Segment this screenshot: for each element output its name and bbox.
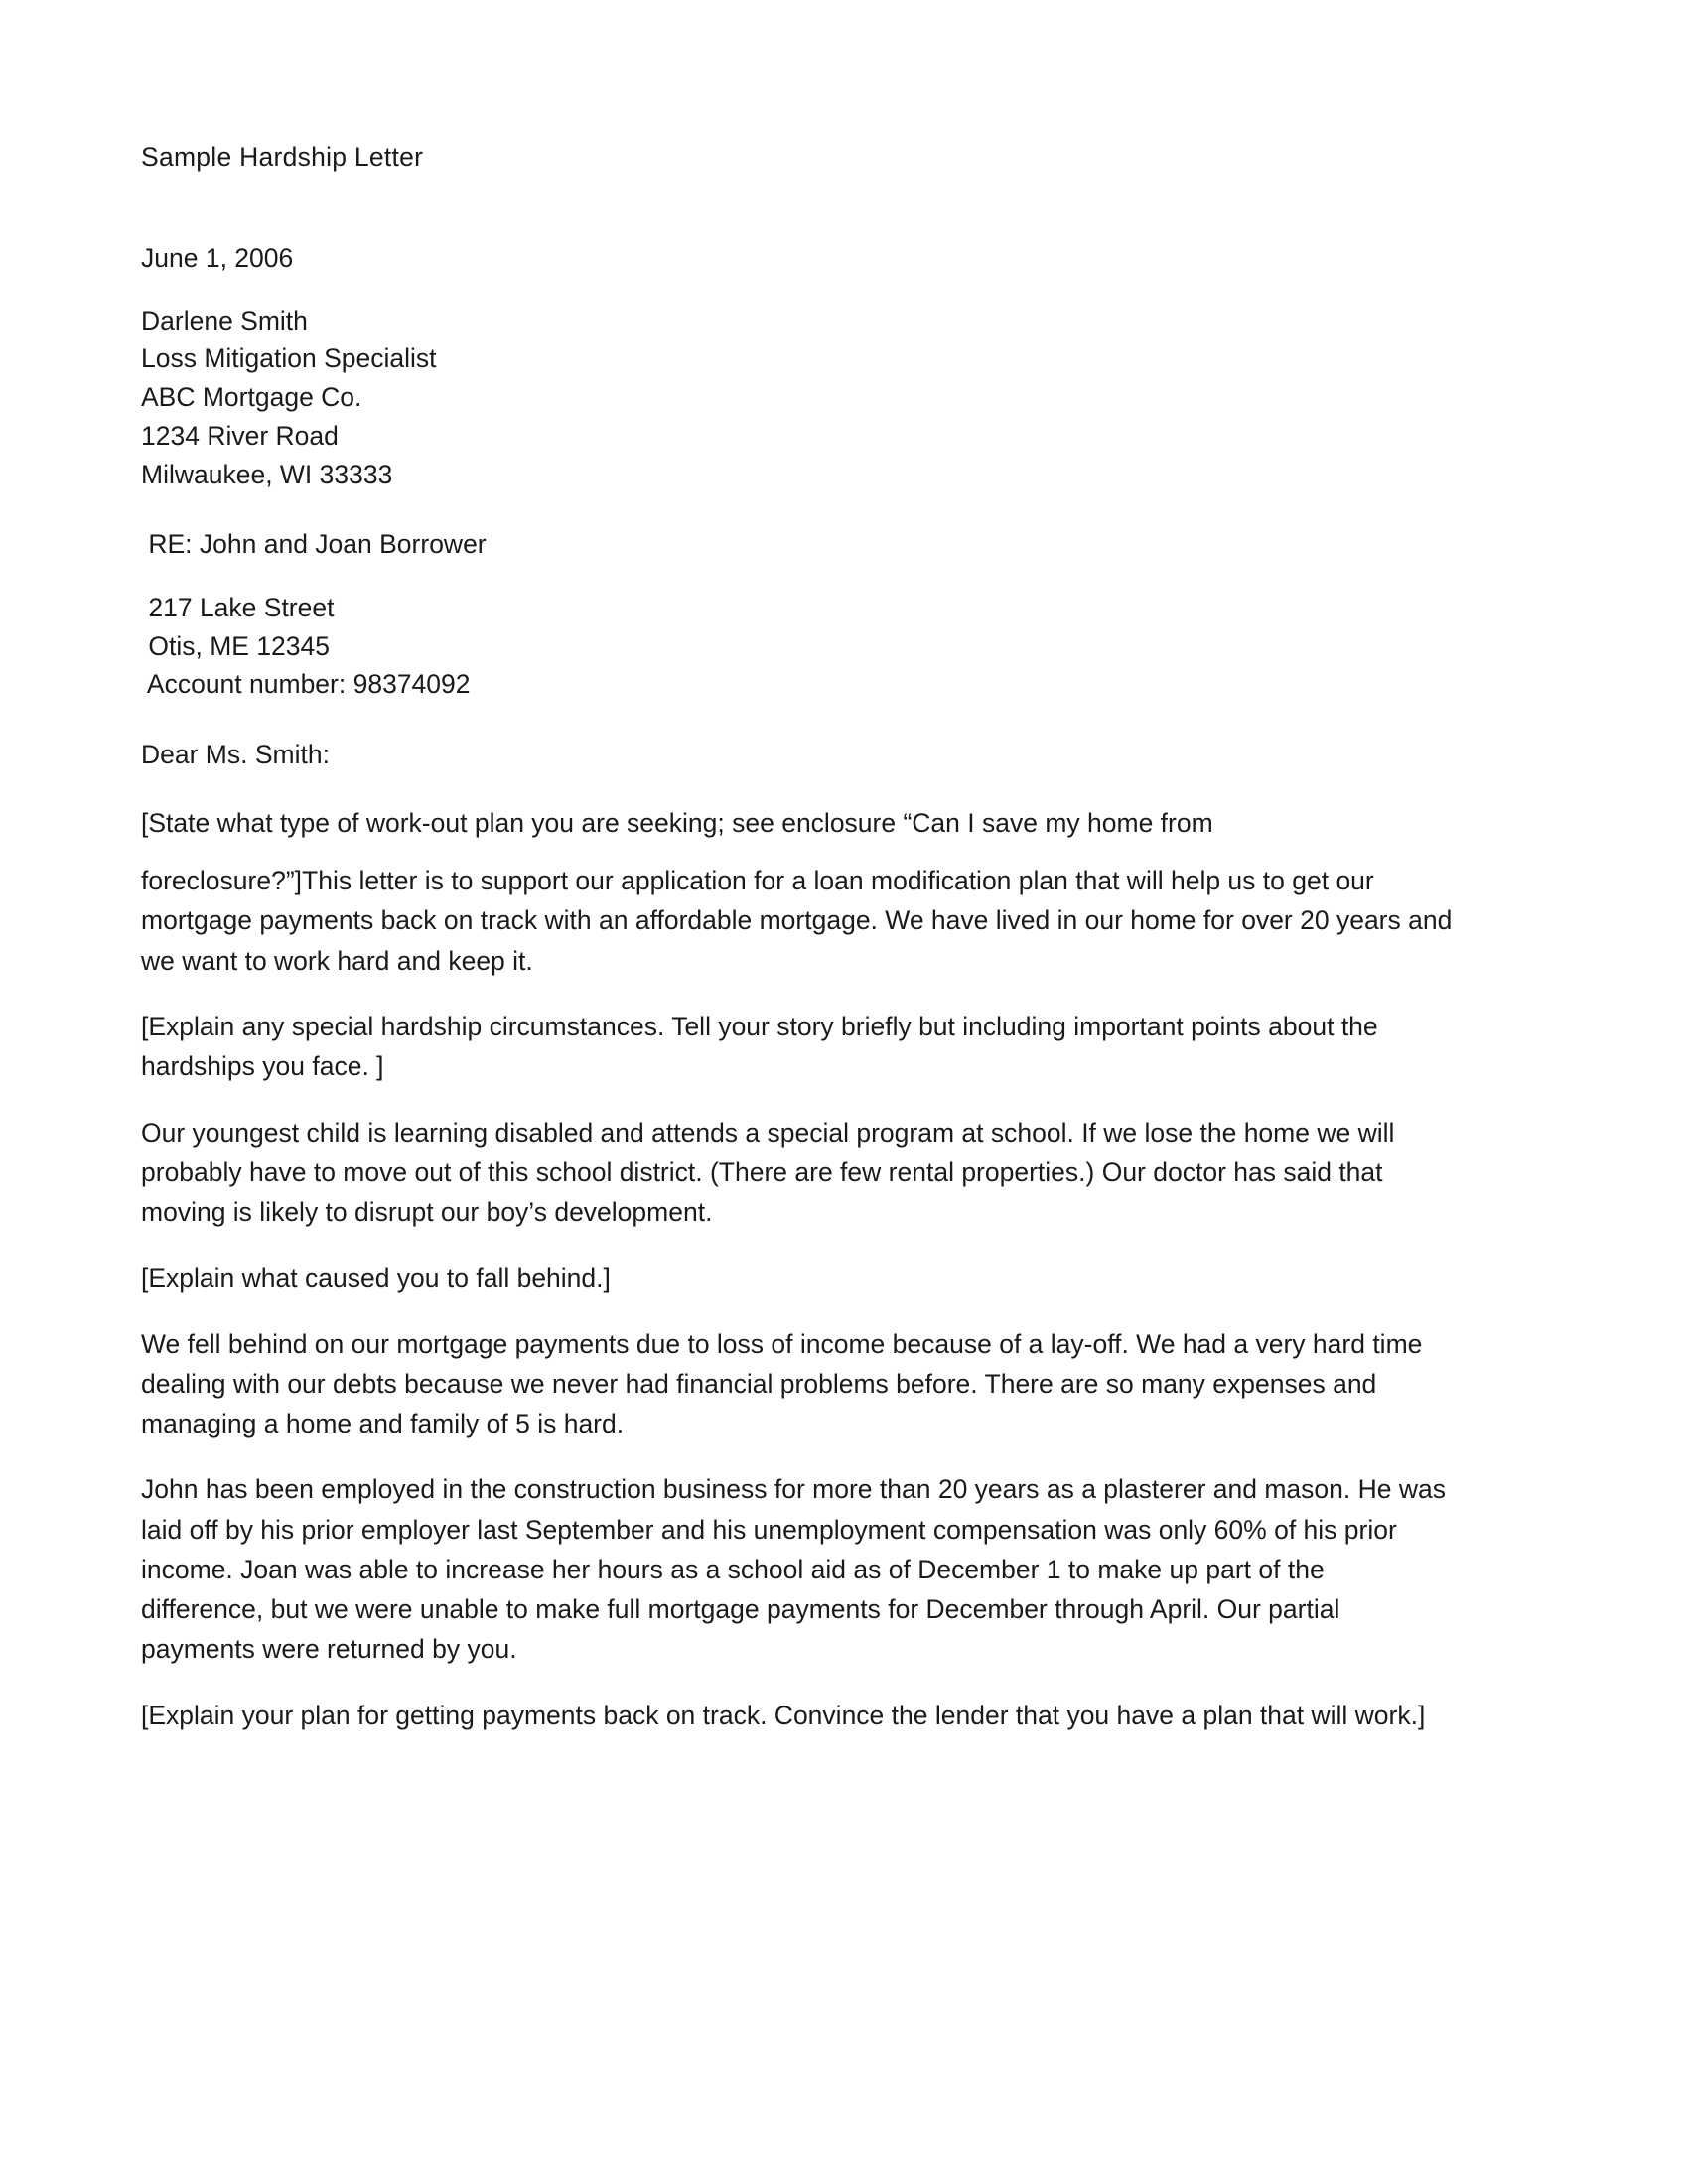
recipient-company: ABC Mortgage Co. (141, 382, 362, 413)
salutation: Dear Ms. Smith: (141, 740, 330, 770)
instruction-paragraph-2: [Explain any special hardship circumstances. Tell your story briefly but including important points about the hardships you face. ] (141, 1011, 1378, 1082)
instruction-paragraph-3: [Explain what caused you to fall behind.] (141, 1263, 611, 1294)
property-city-state-zip: Otis, ME 12345 (141, 630, 331, 661)
recipient-name: Darlene Smith (141, 305, 308, 336)
recipient-street: 1234 River Road (141, 421, 339, 451)
instruction-paragraph-4: [Explain your plan for getting payments back on track. Convince the lender that you have a plan that will work.] (141, 1700, 1426, 1730)
body-paragraph-fell-behind: We fell behind on our mortgage payments due to loss of income because of a lay-off. We had a very hard time dealing with our debts because we never had financial problems before. There are so many expenses and managing a home and family of 5 is hard. (141, 1328, 1423, 1439)
account-number-line: Account number: 98374092 (141, 669, 471, 700)
body-paragraph-hardship: Our youngest child is learning disabled and attends a special program at school. If we lose the home we will probably have to move out of this school district. (There are few rental properties.) Our doctor has said that moving is likely to disrupt our boy’s development. (141, 1117, 1395, 1228)
property-street: 217 Lake Street (141, 592, 335, 622)
instruction-paragraph-1-lead: [State what type of work-out plan you are seeking; see enclosure “Can I save my home from (141, 807, 1213, 838)
body-paragraph-employment: John has been employed in the construction business for more than 20 years as a plasterer and mason. He was laid off by his prior employer last September and his unemployment compensation was only 60% of his prior income. Joan was able to increase her hours as a school aid as of December 1 to make up part of the difference, but we were unable to make full mortgage payments for December through April. Our partial payments were returned by you. (141, 1474, 1446, 1665)
letter-date: June 1, 2006 (141, 243, 294, 274)
recipient-address-block (141, 302, 1455, 494)
page-title: Sample Hardship Letter (141, 142, 424, 172)
recipient-city-state-zip: Milwaukee, WI 33333 (141, 459, 393, 489)
title-spacer (141, 174, 1455, 241)
body-paragraph-loan-modification: foreclosure?”]This letter is to support our application for a loan modification plan that will help us to get our mortgage payments back on track with an affordable mortgage. We have lived in our home for over 20 years and we want to work hard and keep it. (141, 866, 1453, 976)
re-subject-line: RE: John and Joan Borrower (141, 528, 487, 559)
recipient-job-title: Loss Mitigation Specialist (141, 343, 437, 374)
property-account-block (141, 589, 1455, 704)
